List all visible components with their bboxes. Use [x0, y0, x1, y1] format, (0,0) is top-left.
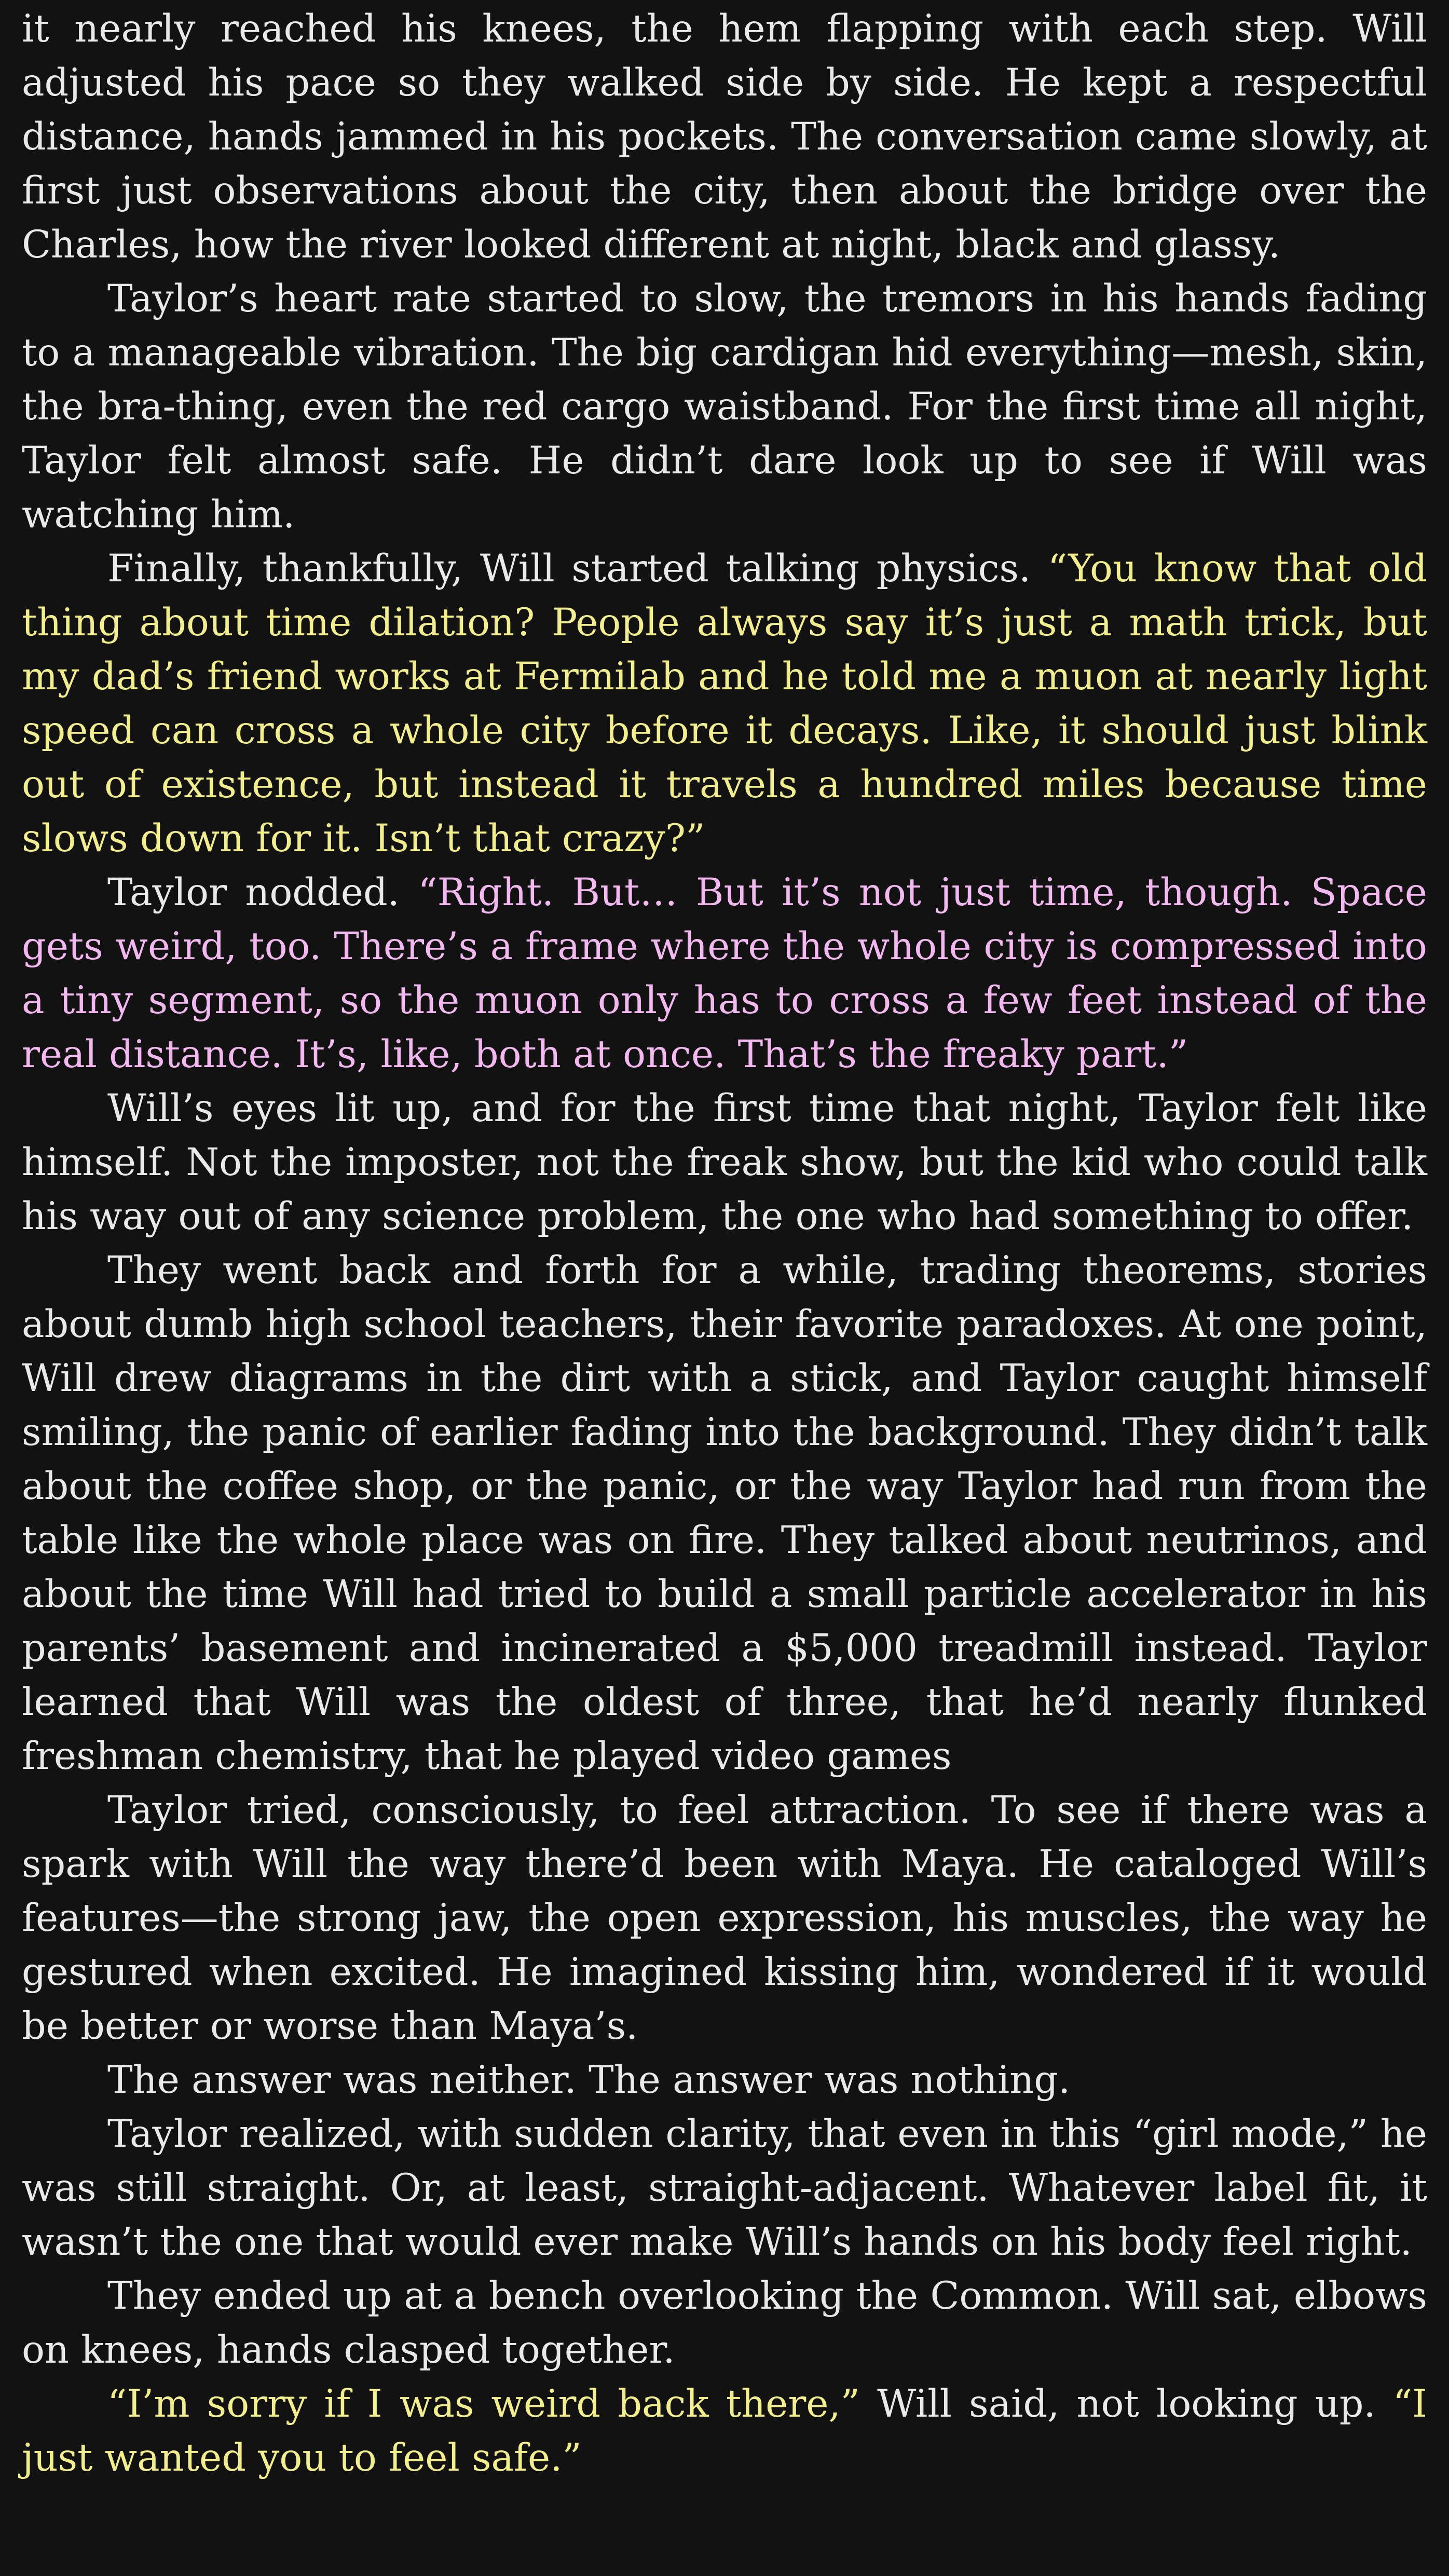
narration-text: They ended up at a bench overlooking the Common. Will sat, elbows on knees, hands clasped together.	[22, 2274, 1427, 2372]
paragraph-11	[22, 2377, 1427, 2485]
narration-text: Will said, not looking up.	[860, 2382, 1393, 2426]
narration-text: Taylor tried, consciously, to feel attraction. To see if there was a spark with Will the way there’d been with Maya. He cataloged Will’s features—the strong jaw, the open expression, his muscles, the way he gestured when excited. He imagined kissing him, wondered if it would be better or worse than Maya’s.	[22, 1788, 1427, 2048]
taylor-dialogue: “Right. But… But it’s not just time, though. Space gets weird, too. There’s a frame where the whole city is compressed into a tiny segment, so the muon only has to cross a few feet instead of the real distance. It’s, like, both at once. That’s the freaky part.”	[22, 870, 1427, 1076]
narration-text: The answer was neither. The answer was nothing.	[107, 2058, 1071, 2102]
paragraph-9	[22, 2107, 1427, 2269]
will-dialogue: “You know that old thing about time dilation? People always say it’s just a math trick, but my dad’s friend works at Fermilab and he told me a muon at nearly light speed can cross a whole city before it decays. Like, it should just blink out of existence, but instead it travels a hundred miles because time slows down for it. Isn’t that crazy?”	[22, 547, 1427, 861]
will-dialogue: “I’m sorry if I was weird back there,”	[107, 2382, 860, 2426]
paragraph-10	[22, 2269, 1427, 2377]
narration-text: Taylor nodded.	[107, 870, 418, 915]
paragraph-7	[22, 1783, 1427, 2053]
paragraph-8	[22, 2053, 1427, 2107]
paragraph-4	[22, 866, 1427, 1082]
narration-text: Will’s eyes lit up, and for the first time that night, Taylor felt like himself. Not the imposter, not the freak show, but the kid who could talk his way out of any science problem, the one who had something to offer.	[22, 1086, 1427, 1238]
narration-text: Taylor’s heart rate started to slow, the tremors in his hands fading to a manageable vibration. The big cardigan hid everything—mesh, skin, the bra-thing, even the red cargo waistband. For the first time all night, Taylor felt almost safe. He didn’t dare look up to see if Will was watching him.	[22, 277, 1427, 537]
narration-text: They went back and forth for a while, trading theorems, stories about dumb high school teachers, their favorite paradoxes. At one point, Will drew diagrams in the dirt with a stick, and Taylor caught himself smiling, the panic of earlier fading into the background. They didn’t talk about the coffee shop, or the panic, or the way Taylor had run from the table like the whole place was on fire. They talked about neutrinos, and about the time Will had tried to build a small particle accelerator in his parents’ basement and incinerated a $5,000 treadmill instead. Taylor learned that Will was the oldest of three, that he’d nearly flunked freshman chemistry, that he played video games	[22, 1248, 1427, 1778]
paragraph-2	[22, 272, 1427, 542]
paragraph-3	[22, 542, 1427, 866]
narration-text: it nearly reached his knees, the hem flapping with each step. Will adjusted his pace so they walked side by side. He kept a respectful distance, hands jammed in his pockets. The conversation came slowly, at first just observations about the city, then about the bridge over the Charles, how the river looked different at night, black and glassy.	[22, 7, 1427, 267]
will-dialogue: “I just wanted you to feel safe.”	[22, 2382, 1427, 2480]
paragraph-6	[22, 1244, 1427, 1783]
paragraph-1	[22, 2, 1427, 272]
narration-text: Taylor realized, with sudden clarity, that even in this “girl mode,” he was still straight. Or, at least, straight-adjacent. Whatever label fit, it wasn’t the one that would ever make Will’s hands on his body feel right.	[22, 2112, 1427, 2264]
narration-text: Finally, thankfully, Will started talking physics.	[107, 547, 1048, 591]
paragraph-5	[22, 1082, 1427, 1244]
